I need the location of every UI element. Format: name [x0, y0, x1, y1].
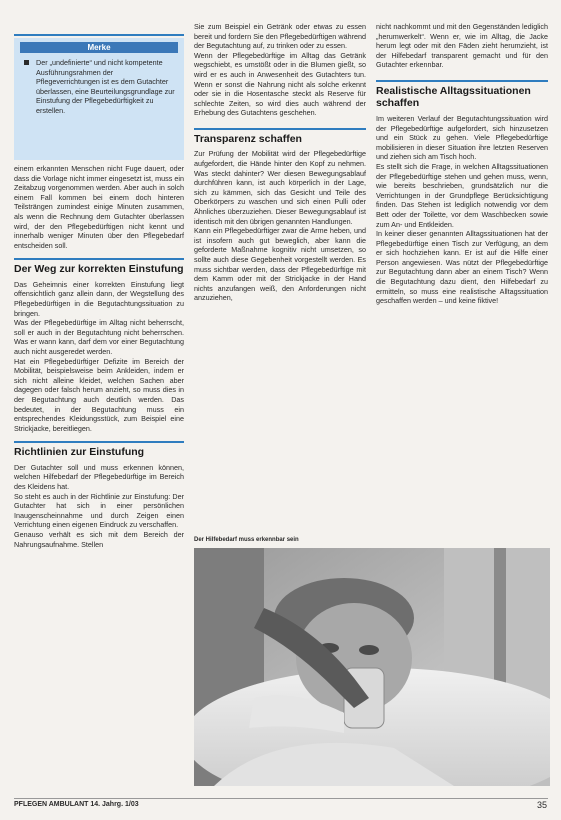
heading-transparenz-schaffen: Transparenz schaffen: [194, 128, 366, 146]
col2-paragraph-4: Kann ein Pflegebedürftiger zwar die Arme heben, und ist insofern auch gut beweglich, aber kann die geforderte Maßnahme kognitiv nicht umsetzen, so sollte auch diese Gegebenheit vorgestellt werden. Es muss sichtbar werden, dass der Pflegebedürftige mit dem Kamm oder mit der Strickjacke in der Hand nichts anzufangen weiß, den Anforderungen nicht anzuziehen,: [194, 226, 366, 303]
footer-rule: [14, 798, 548, 799]
col1-paragraph-6: So steht es auch in der Richtlinie zur Einstufung: Der Gutachter hat sich in einer persönlichen Inaugenscheinnahme und durch Zeigen einen Verrichtung einen eigenen Eindruck zu verschaffen.: [14, 491, 184, 530]
heading-der-weg-zur-korrekten-einstufung: Der Weg zur korrekten Einstufung: [14, 258, 184, 276]
column-3: [376, 22, 548, 306]
col3-paragraph-3: Es stellt sich die Frage, in welchen Alltagssituationen der Pflegebedürftige stehen und gehen muss, wenn, wie bereits beschrieben, grundsätzlich nur die Verrichtungen in der Grundpflege Berücksichtigung finden. Das Stehen ist lediglich notwendig vor dem Bett oder der Toilette, vor dem Waschbecken sowie zum An- und Entkleiden.: [376, 161, 548, 229]
col1-paragraph-4: Hat ein Pflegebedürftiger Defizite im Bereich der Mobilität, beispielsweise beim Ankleiden, indem er sich nicht alleine kleidet, welchen Sachen aber dagegen oder falsch herum anzieht, so muss dies in der Begutachtung auch deutlich werden. Das bedeutet, in der Begutachtung muss ein entsprechendes Kleidungsstück, zum Beispiel eine Strickjacke, bereitliegen.: [14, 356, 184, 433]
merke-title: Merke: [20, 42, 178, 53]
col2-paragraph-2: Wenn der Pflegebedürftige im Alltag das Getränk wegschiebt, es umstößt oder in die Blumen gießt, so wird er es auch in Anwesenheit des Gutachters tun. Wenn er sonst die Nahrung nicht als solche erkennt oder sie in die Hosentasche steckt als Reserve für schlechte Zeiten, so wird dies auch während der Erhebung des Gutachtens geschehen.: [194, 50, 366, 118]
col1-paragraph-3: Was der Pflegebedürftige im Alltag nicht beherrscht, soll er auch in der Begutachtung nicht beherrschen. Was er wann kann, darf dem vor einer Begutachtung auch nicht ausgeredet werden.: [14, 318, 184, 356]
col3-paragraph-1: nicht nachkommt und mit den Gegenständen lediglich „herumwerkelt“. Wenn er, wie im Alltag, die Jacke herum legt oder mit den Fäden zieht herumzieht, ist der Hilfebedarf transparent gemacht und für den Gutachter erkennbar.: [376, 22, 548, 70]
col1-paragraph-1: einem erkannten Menschen nicht Fuge dauert, oder dass die Vorlage nicht immer eingesetzt ist, muss ein Zeitabzug vorgenommen werden. Aber auch in solch einem Fall kommen bei einem doch hinteren Teilsträngen zumindest einige Minuten zusammen, als wenn die Rechnung dem Gutachter überlassen wird, der den Pflegebedürftigen nicht kennt und innerhalb weniger Minuten über den Pflegebedarf entscheiden soll.: [14, 164, 184, 250]
merke-text: [36, 58, 176, 116]
photo-caption: Der Hilfebedarf muss erkennbar sein: [194, 537, 299, 543]
photo-elderly-woman-drinking: [194, 548, 550, 786]
col1-paragraph-2: Das Geheimnis einer korrekten Einstufung liegt offensichtlich ganz allein dann, der Wegstellung des Pflegebedürftigen in die Begutachtungssituation zu bringen.: [14, 279, 184, 318]
top-accent-rule: [14, 34, 184, 36]
square-bullet-icon: [24, 60, 29, 65]
photo-illustration: [194, 548, 550, 786]
col2-paragraph-3: Zur Prüfung der Mobilität wird der Pflegebedürftige aufgefordert, die Hände hinter den Kopf zu nehmen. Was steckt dahinter? Wer diesen Bewegungsablauf durchführen kann, ist auch körperlich in der Lage, sich zu kämmen, sich das Gesicht und Teile des Oberkörpers zu waschen und sich einen Pulli oder Ähnliches überzuziehen. Dieser Bewegungsablauf ist identisch mit den übrigen genannten Handlungen.: [194, 149, 366, 226]
column-2: [194, 22, 366, 303]
heading-realistische-alltagssituationen-schaffen: Realistische Alltagssituationen schaffen: [376, 80, 548, 110]
heading-richtlinien-zur-einstufung: Richtlinien zur Einstufung: [14, 441, 184, 459]
col3-paragraph-2: Im weiteren Verlauf der Begutachtungssituation wird der Pflegebedürftige aufgefordert, sich hinzusetzen und ein Stück zu gehen. Viele Pflegebedürftige mobilisieren in dieser Situation ihre letzten Reserven und ziehen sich am Tisch hoch.: [376, 113, 548, 162]
col3-paragraph-4: In keiner dieser genannten Alltagssituationen hat der Pflegebedürftige einen Tisch zur Verfügung, an dem er sich hochziehen kann. Er ist auf die Hilfe einer Person angewiesen. Was nützt der Pflegebedürftige zur Begutachtung dann aber an einem Tisch? Wenn die Begutachtung dazu dient, den Hilfebedarf zu ermitteln, so muss eine realistische Alltagssituation geschaffen werden – und keine fiktive!: [376, 229, 548, 306]
merke-text-content: Der „undefinierte“ und nicht kompetente Ausführungsrahmen der Pflegeverrichtungen ist es dem Gutachter überlassen, eine Beurteilungsgrundlage zur Einstufung der Pflegebedürftigkeit zu erstellen.: [36, 58, 175, 115]
col1-paragraph-5: Der Gutachter soll und muss erkennen können, welchen Hilfebedarf der Pflegebedürftige im Bereich des Kleidens hat.: [14, 462, 184, 492]
column-1: [14, 164, 184, 549]
merke-box: [14, 38, 184, 160]
page-number: 35: [536, 800, 547, 810]
col2-paragraph-1: Sie zum Beispiel ein Getränk oder etwas zu essen bereit und fordern Sie den Pflegebedürftigen während der Begutachtung auf, zu trinken oder zu essen.: [194, 22, 366, 51]
col1-paragraph-7: Genauso verhält es sich mit dem Bereich der Nahrungsaufnahme. Stellen: [14, 530, 184, 549]
footer-journal-title: PFLEGEN AMBULANT 14. Jahrg. 1/03: [14, 801, 139, 808]
